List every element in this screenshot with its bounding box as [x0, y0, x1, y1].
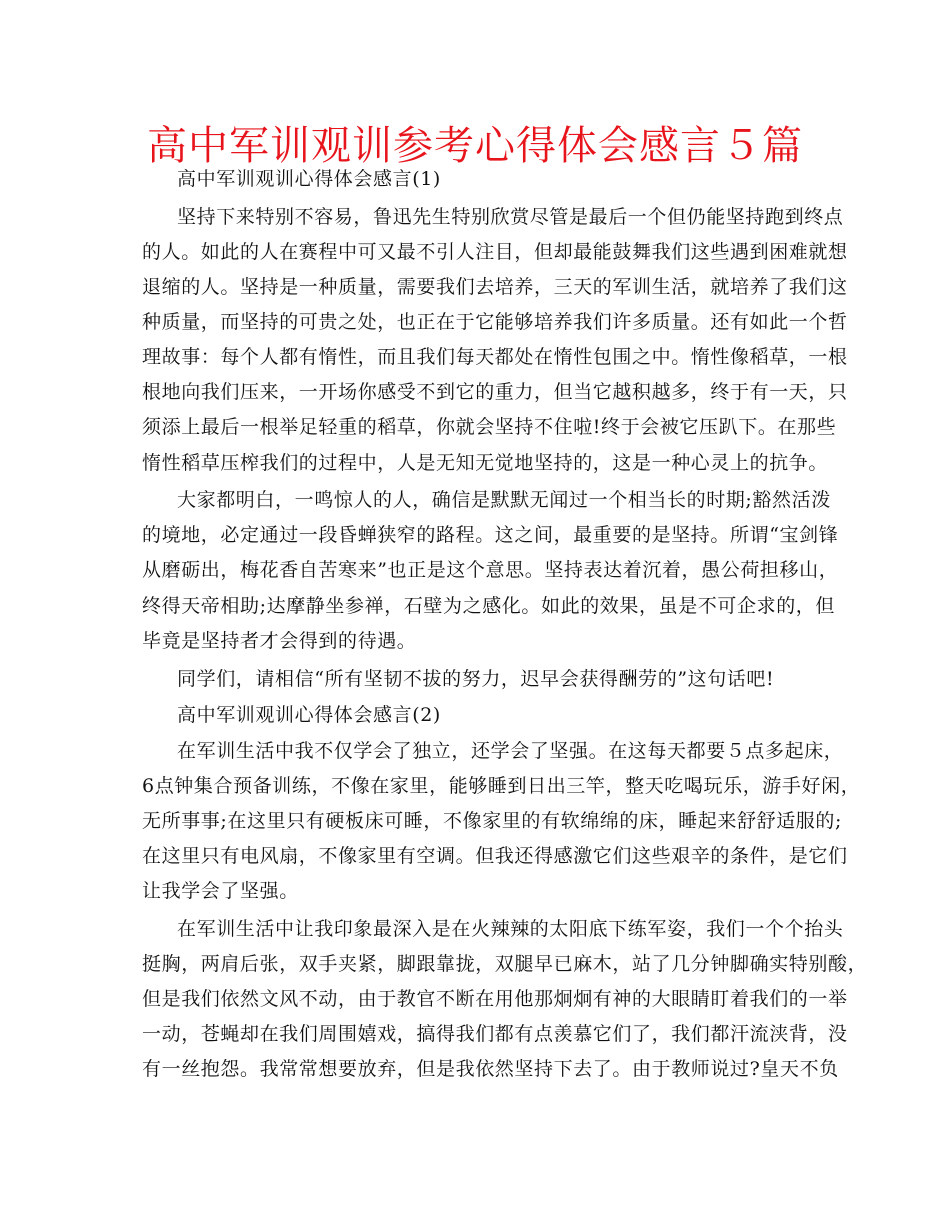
paragraph-line: 理故事：每个人都有惰性，而且我们每天都处在惰性包围之中。惰性像稻草，一根 [142, 346, 848, 368]
paragraph-line: 但是我们依然文风不动，由于教官不断在用他那炯炯有神的大眼睛盯着我们的一举 [142, 988, 848, 1010]
paragraph-line: 在军训生活中我不仅学会了独立，还学会了坚强。在这每天都要５点多起床， [177, 740, 844, 762]
paragraph-line: 一动，苍蝇却在我们周围嬉戏，搞得我们都有点羡慕它们了，我们都汗流浃背，没 [142, 1023, 848, 1045]
paragraph-line: 在这里只有电风扇，不像家里有空调。但我还得感激它们这些艰辛的条件，是它们 [142, 845, 848, 867]
section-heading: 高中军训观训心得体会感言(1) [177, 168, 441, 190]
paragraph-line: 种质量，而坚持的可贵之处，也正在于它能够培养我们许多质量。还有如此一个哲 [142, 311, 848, 333]
document-title: 高中军训观训参考心得体会感言５篇 [147, 123, 803, 169]
paragraph-line: 挺胸，两肩后张，双手夹紧，脚跟靠拢，双腿早已麻木，站了几分钟脚确实特别酸， [142, 953, 868, 975]
paragraph-line: 须添上最后一根举足轻重的稻草，你就会坚持不住啦!终于会被它压趴下。在那些 [142, 416, 837, 438]
section-heading: 高中军训观训心得体会感言(2) [177, 704, 441, 726]
paragraph-line: 的人。如此的人在赛程中可又最不引人注目，但却最能鼓舞我们这些遇到困难就想 [142, 241, 848, 263]
paragraph-line: 大家都明白，一鸣惊人的人，确信是默默无闻过一个相当长的时期;豁然活泼 [177, 489, 831, 511]
paragraph-line: 无所事事;在这里只有硬板床可睡，不像家里的有软绵绵的床，睡起来舒舒适服的; [142, 810, 843, 832]
paragraph-line: 毕竟是坚持者才会得到的待遇。 [142, 630, 417, 652]
paragraph-line: 在军训生活中让我印象最深入是在火辣辣的太阳底下练军姿，我们一个个抬头 [177, 918, 844, 940]
paragraph-line: 坚持下来特别不容易，鲁迅先生特别欣赏尽管是最后一个但仍能坚持跑到终点 [177, 206, 844, 228]
paragraph-line: 根地向我们压来，一开场你感受不到它的重力，但当它越积越多，终于有一天，只 [142, 381, 848, 403]
paragraph-line: 的境地，必定通过一段昏蝉狭窄的路程。这之间，最重要的是坚持。所谓“宝剑锋 [142, 524, 839, 546]
paragraph-line: 终得天帝相助;达摩静坐参禅，石壁为之感化。如此的效果，虽是不可企求的，但 [142, 595, 836, 617]
paragraph-line: 退缩的人。坚持是一种质量，需要我们去培养，三天的军训生活，就培养了我们这 [142, 276, 848, 298]
paragraph-line: 让我学会了坚强。 [142, 880, 299, 902]
paragraph-line: 6点钟集合预备训练，不像在家里，能够睡到日出三竿，整天吃喝玩乐，游手好闲， [142, 775, 861, 797]
paragraph-line: 从磨砺出，梅花香自苦寒来”也正是这个意思。坚持表达着沉着，愚公荷担移山， [142, 559, 839, 581]
paragraph-line: 惰性稻草压榨我们的过程中，人是无知无觉地坚持的，这是一种心灵上的抗争。 [142, 452, 829, 474]
paragraph-line: 同学们，请相信“所有坚韧不拔的努力，迟早会获得酬劳的”这句话吧! [177, 668, 775, 690]
paragraph-line: 有一丝抱怨。我常常想要放弃，但是我依然坚持下去了。由于教师说过?皇天不负 [142, 1058, 839, 1080]
